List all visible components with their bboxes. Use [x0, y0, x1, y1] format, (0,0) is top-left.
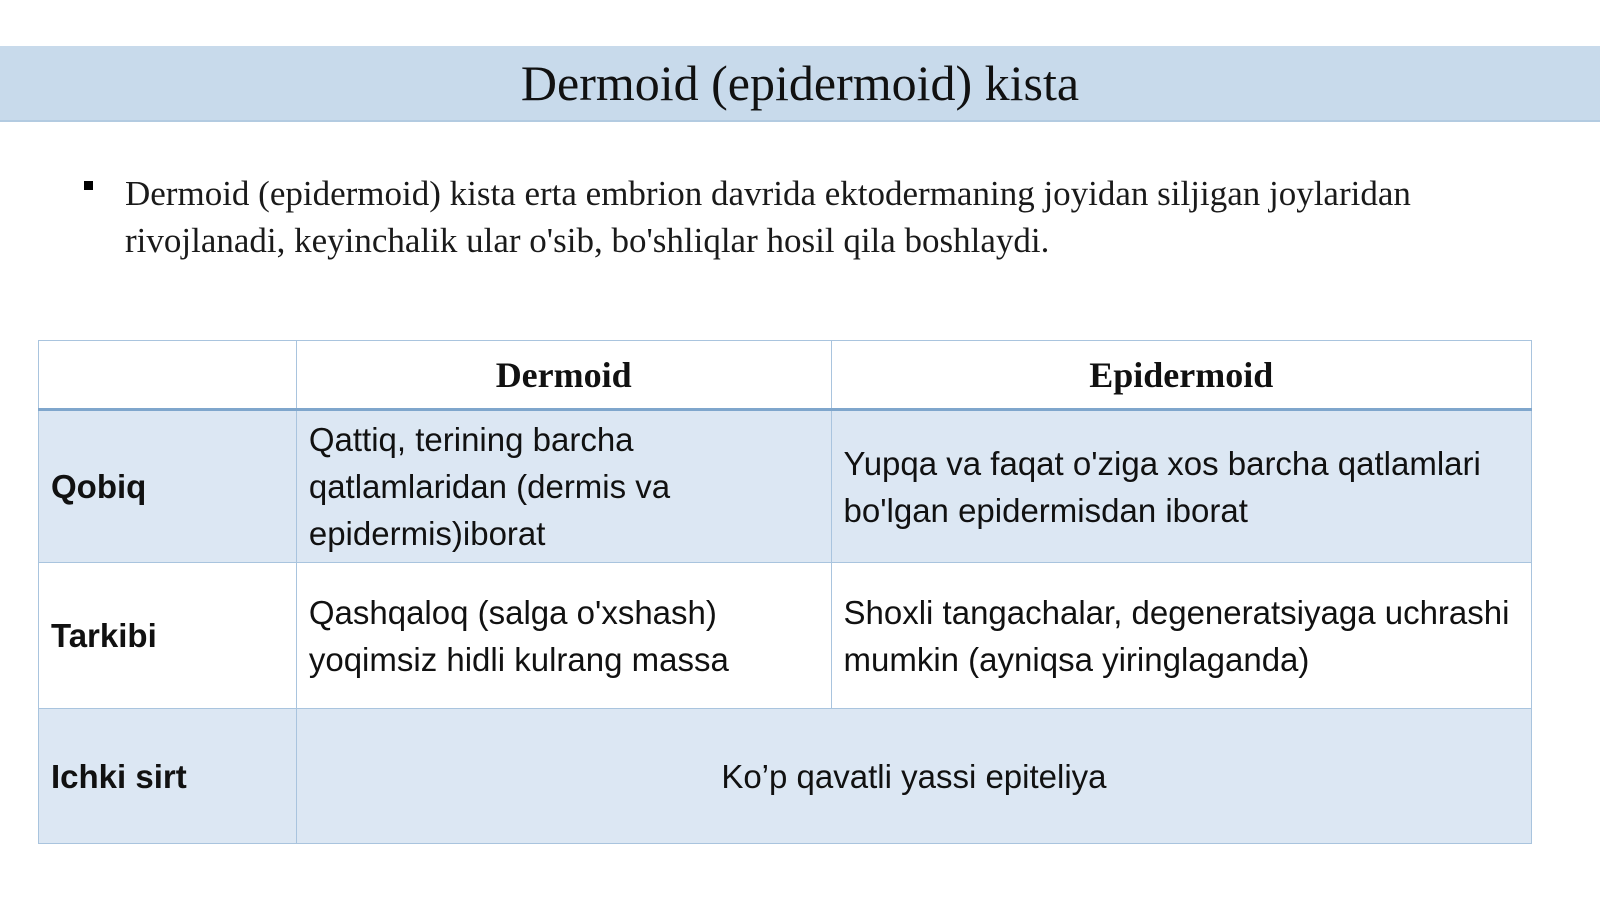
- comparison-table: [38, 340, 1532, 844]
- square-bullet-icon: [84, 181, 93, 190]
- cell-dermoid-tarkibi: Qashqaloq (salga o'xshash) yoqimsiz hidli kulrang massa: [296, 563, 831, 709]
- slide-title: Dermoid (epidermoid) kista: [520, 55, 1080, 111]
- table-row: [39, 410, 1532, 563]
- table-row: [39, 709, 1532, 844]
- header-cell-dermoid: Dermoid: [296, 341, 831, 410]
- cell-epidermoid-tarkibi: Shoxli tangachalar, degeneratsiyaga uchrashi mumkin (ayniqsa yiringlaganda): [831, 563, 1532, 709]
- header-cell-empty: [39, 341, 297, 410]
- slide-title-bar: [0, 46, 1600, 122]
- cell-epidermoid-qobiq: Yupqa va faqat o'ziga xos barcha qatlamlari bo'lgan epidermisdan iborat: [831, 410, 1532, 563]
- row-label-tarkibi: Tarkibi: [39, 563, 297, 709]
- table-header-row: [39, 341, 1532, 410]
- header-cell-epidermoid: Epidermoid: [831, 341, 1532, 410]
- table-row: [39, 563, 1532, 709]
- cell-dermoid-qobiq: Qattiq, terining barcha qatlamlaridan (dermis va epidermis)iborat: [296, 410, 831, 563]
- bullet-item: [82, 170, 1542, 264]
- cell-merged-ichki-sirt: Ko’p qavatli yassi epiteliya: [296, 709, 1531, 844]
- row-label-ichki-sirt: Ichki sirt: [39, 709, 297, 844]
- bullet-text: Dermoid (epidermoid) kista erta embrion davrida ektodermaning joyidan siljigan joylaridan rivojlanadi, keyinchalik ular o'sib, bo'shliqlar hosil qila boshlaydi.: [125, 174, 1411, 260]
- row-label-qobiq: Qobiq: [39, 410, 297, 563]
